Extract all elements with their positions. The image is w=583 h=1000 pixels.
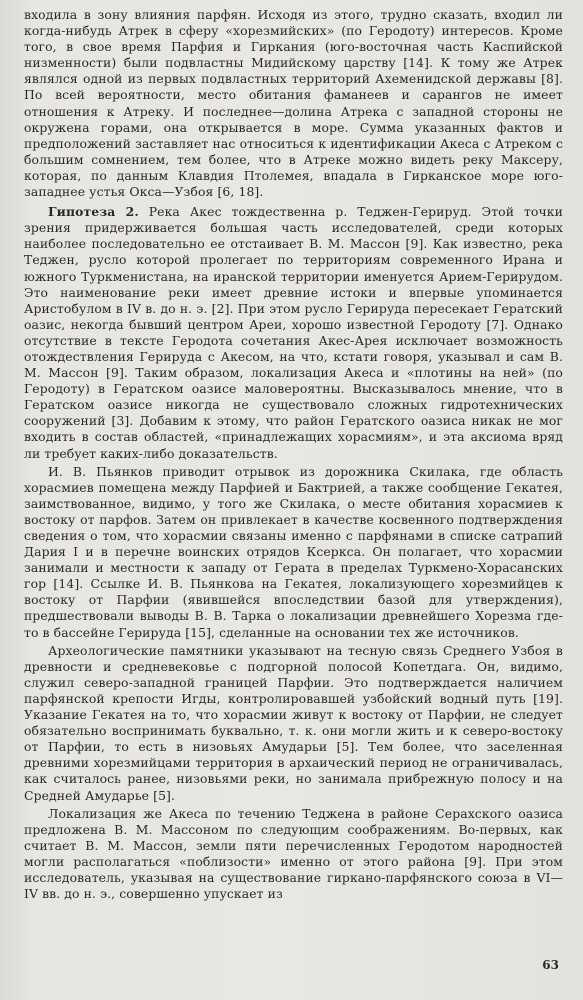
paragraph-5-text: Локализация же Акеса по течению Теджена в районе Серахского оазиса предложена В. М. Массоном по следующим соображениям. Во-первых, как считает В. М. Массон, земли пяти перечисленных Геродотом народностей могли располагаться «поблизости» именно от этого района [9]. При этом исследователь, указывая на существование гиркано-парфянского союза в VI—IV вв. до н. э., совершенно упускает из bbox=[24, 805, 563, 902]
paragraph-1-text: входила в зону влияния парфян. Исходя из этого, трудно сказать, входил ли когда-нибудь Атрек в сферу «хорезмийских» (по Геродоту) интересов. Кроме того, в свое время Парфия и Гиркания (юго-восточная часть Каспийской низменности) были подвластны Мидийскому царству [14]. К тому же Атрек являлся одной из первых подвластных территорий Ахеменидской державы [8]. По всей вероятности, место обитания фаманеев и сарангов не имеет отношения к Атреку. И последнее—долина Атрека с западной стороны не окружена горами, она открывается в море. Сумма указанных фактов и предположений заставляет нас относиться к идентификации Акеса с Атреком с большим сомнением, тем более, что в Атреке можно видеть реку Максеру, которая, по данным Клавдия Птолемея, впадала в Гирканское море юго-западнее устья Окса—Узбоя [6, 18]. bbox=[24, 7, 563, 200]
paragraph-3 bbox=[24, 464, 563, 641]
paragraph-4-text: Археологические памятники указывают на тесную связь Среднего Узбоя в древности и средневековье с подгорной полосой Копетдага. Он, видимо, служил северо-западной границей Парфии. Это подтверждается наличием парфянской крепости Игды, контролировавшей узбойский водный путь [19]. Указание Гекатея на то, что хорасмии живут к востоку от Парфии, не следует обязательно воспринимать буквально, т. к. они могли жить и к северо-востоку от Парфии, то есть в низовьях Амударьи [5]. Тем более, что заселенная древними хорезмийцами территория в архаический период не ограничивалась, как считалось ранее, низовьями реки, но занимала прибрежную полосу и на Средней Амударье [5]. bbox=[24, 642, 563, 803]
paragraph-2 bbox=[24, 204, 563, 462]
paragraph-1 bbox=[24, 7, 563, 200]
paragraph-2-text: Река Акес тождественна р. Теджен-Герируд. Этой точки зрения придерживается большая часть исследователей, среди которых наиболее последовательно ее отстаивает В. М. Массон [9]. Как известно, река Теджен, русло которой пролегает по территориям современного Ирана и южного Туркменистана, на иранской территории именуется Арием-Герирудом. Это наименование реки имеет древние истоки и впервые упоминается Аристобулом в IV в. до н. э. [2]. При этом русло Герируда пересекает Гератский оазис, некогда бывший центром Ареи, хорошо известной Геродоту [7]. Однако отсутствие в тексте Геродота сочетания Акес-Арея исключает возможность отождествления Герируда с Акесом, на что, кстати говоря, указывал и сам В. М. Массон [9]. Таким образом, локализация Акеса и «плотины на ней» (по Геродоту) в Гератском оазисе маловероятны. Высказывалось мнение, что в Гератском оазисе никогда не существовало сложных гидротехнических сооружений [3]. Добавим к этому, что район Гератского оазиса никак не мог входить в состав областей, «принадлежащих хорасмиям», и эта аксиома вряд ли требует каких-либо доказательств. bbox=[24, 204, 563, 461]
paragraph-3-text: И. В. Пьянков приводит отрывок из дорожника Скилака, где область хорасмиев помещена между Парфией и Бактрией, а также сообщение Гекатея, заимствованное, видимо, у того же Скилака, о месте обитания хорасмиев к востоку от парфов. Затем он привлекает в качестве косвенного подтверждения сведения о том, что хорасмии связаны именно с парфянами в списке сатрапий Дария I и в перечне воинских отрядов Ксеркса. Он полагает, что хорасмии занимали и местности к западу от Герата в пределах Туркмено-Хорасанских гор [14]. Ссылке И. В. Пьянкова на Гекатея, локализующего хорезмийцев к востоку от Парфии (явившейся впоследствии базой для утверждения), предшествовали выводы В. В. Тарка о локализации древнейшего Хорезма где-то в бассейне Герируда [15], сделанные на основании тех же источников. bbox=[24, 463, 563, 640]
paragraph-5 bbox=[24, 806, 563, 903]
page-number: 63 bbox=[542, 958, 559, 972]
paragraph-4 bbox=[24, 643, 563, 804]
hypothesis-2-heading: Гипотеза 2. bbox=[48, 204, 139, 220]
